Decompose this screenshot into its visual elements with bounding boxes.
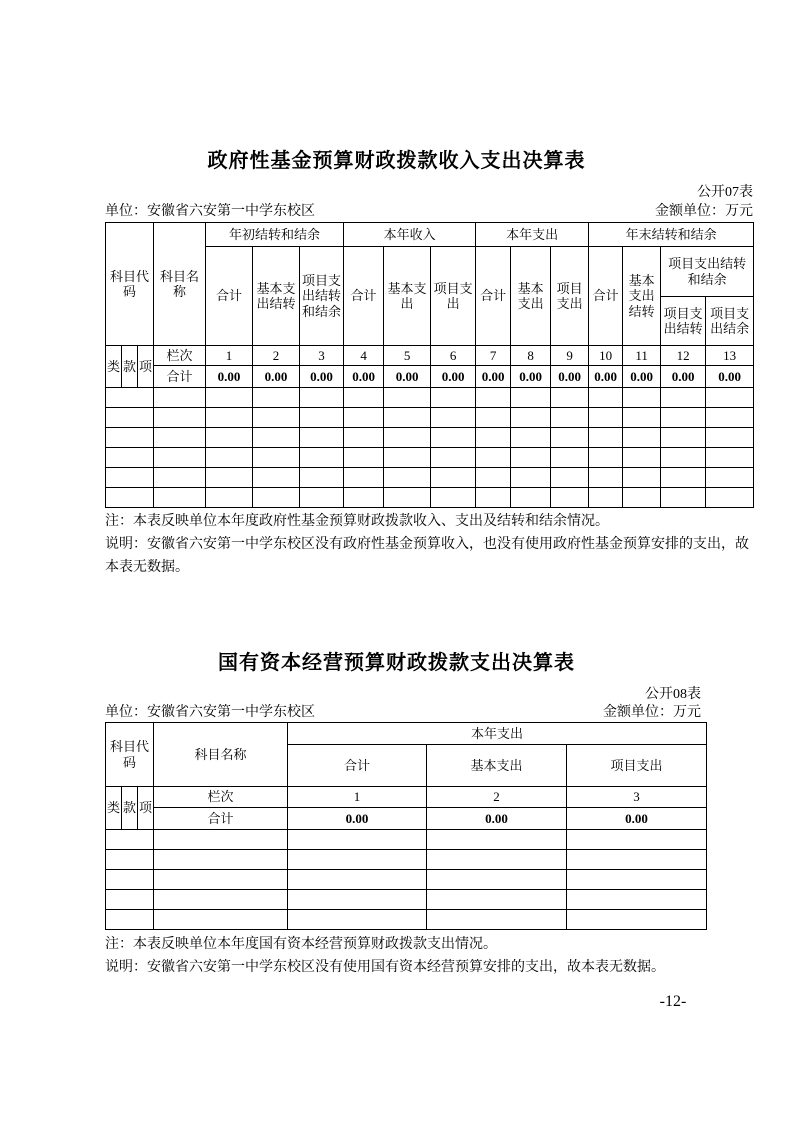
empty-cell <box>476 448 511 468</box>
capital-table-title: 国有资本经营预算财政拨款支出决算表 <box>218 652 575 674</box>
header-cell: 科目名称 <box>154 223 206 346</box>
value-cell: 0.00 <box>344 366 384 388</box>
empty-row <box>106 428 754 448</box>
empty-cell <box>106 850 154 870</box>
empty-cell <box>253 468 300 488</box>
value-cell: 0.00 <box>589 366 623 388</box>
table-row <box>106 223 754 247</box>
value-cell: 0.00 <box>511 366 551 388</box>
empty-cell <box>344 428 384 448</box>
empty-cell <box>253 488 300 508</box>
fund-table-title: 政府性基金预算财政拨款收入支出决算表 <box>207 150 586 172</box>
empty-cell <box>551 408 589 428</box>
empty-cell <box>551 488 589 508</box>
empty-cell <box>511 468 551 488</box>
value-cell: 0.00 <box>567 808 707 830</box>
empty-cell <box>206 448 253 468</box>
column-number-row <box>106 346 754 366</box>
empty-cell <box>154 448 206 468</box>
empty-cell <box>154 428 206 448</box>
empty-cell <box>288 870 427 890</box>
empty-row <box>106 448 754 468</box>
empty-cell <box>567 830 707 850</box>
empty-cell <box>427 890 567 910</box>
empty-cell <box>567 910 707 930</box>
column-number: 3 <box>300 346 344 366</box>
capital-notes <box>105 933 760 979</box>
total-row <box>106 366 754 388</box>
empty-row <box>106 468 754 488</box>
header-cell: 合计 <box>344 247 384 346</box>
empty-row <box>106 488 754 508</box>
empty-cell <box>300 488 344 508</box>
capital-amount-unit: 金额单位：万元 <box>603 705 701 720</box>
value-cell: 0.00 <box>623 366 661 388</box>
fund-budget-table <box>105 222 754 508</box>
empty-cell <box>384 428 431 448</box>
empty-cell <box>706 408 754 428</box>
empty-cell <box>661 488 706 508</box>
empty-cell <box>661 428 706 448</box>
column-number: 11 <box>623 346 661 366</box>
empty-cell <box>589 408 623 428</box>
empty-cell <box>106 830 154 850</box>
empty-cell <box>106 890 154 910</box>
empty-cell <box>551 468 589 488</box>
empty-cell <box>384 408 431 428</box>
value-cell: 0.00 <box>551 366 589 388</box>
value-cell: 0.00 <box>288 808 427 830</box>
empty-cell <box>706 468 754 488</box>
empty-cell <box>154 388 206 408</box>
empty-cell <box>427 830 567 850</box>
empty-cell <box>551 388 589 408</box>
total-label: 合计 <box>154 366 206 388</box>
empty-cell <box>206 488 253 508</box>
empty-row <box>106 870 707 890</box>
value-cell: 0.00 <box>706 366 754 388</box>
column-number: 4 <box>344 346 384 366</box>
empty-cell <box>154 910 288 930</box>
empty-cell <box>476 468 511 488</box>
header-cell: 年末结转和结余 <box>589 223 754 247</box>
capital-unit-name: 单位：安徽省六安第一中学东校区 <box>105 705 315 720</box>
empty-cell <box>431 468 476 488</box>
column-number: 8 <box>511 346 551 366</box>
value-cell: 0.00 <box>661 366 706 388</box>
empty-cell <box>288 910 427 930</box>
empty-cell <box>344 448 384 468</box>
empty-row <box>106 850 707 870</box>
header-cell: 本年支出 <box>288 723 707 745</box>
table-row <box>106 723 707 745</box>
value-cell: 0.00 <box>300 366 344 388</box>
empty-cell <box>431 428 476 448</box>
empty-cell <box>623 408 661 428</box>
empty-cell <box>288 830 427 850</box>
column-number: 12 <box>661 346 706 366</box>
empty-cell <box>106 468 154 488</box>
empty-cell <box>476 408 511 428</box>
column-number: 2 <box>427 787 567 808</box>
capital-form-number: 公开08表 <box>645 687 701 702</box>
fund-remark: 说明：安徽省六安第一中学东校区没有政府性基金预算收入，也没有使用政府性基金预算安排的支出，故本表无数据。 <box>105 537 749 575</box>
column-number: 1 <box>206 346 253 366</box>
empty-cell <box>589 388 623 408</box>
empty-cell <box>706 448 754 468</box>
fund-unit-name: 单位：安徽省六安第一中学东校区 <box>105 204 315 219</box>
empty-cell <box>106 408 154 428</box>
empty-cell <box>427 910 567 930</box>
empty-cell <box>431 448 476 468</box>
empty-cell <box>344 468 384 488</box>
empty-cell <box>427 850 567 870</box>
empty-cell <box>476 388 511 408</box>
empty-cell <box>427 870 567 890</box>
header-cell: 合计 <box>476 247 511 346</box>
total-row <box>106 808 707 830</box>
header-cell: 项目支出结转和结余 <box>300 247 344 346</box>
empty-cell <box>344 388 384 408</box>
empty-cell <box>551 428 589 448</box>
empty-cell <box>384 468 431 488</box>
empty-cell <box>551 448 589 468</box>
empty-cell <box>431 408 476 428</box>
header-cell: 项目支出 <box>567 745 707 787</box>
header-cell: 项目支出结余 <box>706 297 754 346</box>
empty-cell <box>384 448 431 468</box>
fund-unit-line <box>105 203 753 220</box>
header-cell: 基本支出结转 <box>253 247 300 346</box>
column-number: 9 <box>551 346 589 366</box>
empty-cell <box>106 448 154 468</box>
empty-cell <box>589 488 623 508</box>
header-cell: 合计 <box>288 745 427 787</box>
empty-cell <box>300 428 344 448</box>
empty-cell <box>567 890 707 910</box>
empty-cell <box>154 870 288 890</box>
empty-cell <box>661 408 706 428</box>
value-cell: 0.00 <box>206 366 253 388</box>
header-cell: 合计 <box>206 247 253 346</box>
page-number: -12- <box>659 993 687 1010</box>
header-cell: 科目名称 <box>154 723 288 787</box>
empty-cell <box>288 890 427 910</box>
value-cell: 0.00 <box>253 366 300 388</box>
empty-cell <box>661 388 706 408</box>
empty-cell <box>589 428 623 448</box>
empty-cell <box>511 428 551 448</box>
code-part-cell: 款 <box>122 346 138 388</box>
empty-cell <box>661 468 706 488</box>
lanci-label: 栏次 <box>154 787 288 808</box>
empty-cell <box>344 488 384 508</box>
column-number: 2 <box>253 346 300 366</box>
capital-unit-line <box>105 704 701 721</box>
empty-cell <box>154 890 288 910</box>
header-cell: 本年支出 <box>476 223 589 247</box>
empty-cell <box>567 870 707 890</box>
column-number: 10 <box>589 346 623 366</box>
empty-cell <box>154 850 288 870</box>
header-cell: 基本支出结转 <box>623 247 661 346</box>
empty-cell <box>206 468 253 488</box>
empty-row <box>106 408 754 428</box>
empty-cell <box>106 910 154 930</box>
empty-cell <box>154 408 206 428</box>
empty-cell <box>154 488 206 508</box>
value-cell: 0.00 <box>427 808 567 830</box>
value-cell: 0.00 <box>384 366 431 388</box>
code-part-cell: 类 <box>106 346 122 388</box>
header-cell: 基本支出 <box>511 247 551 346</box>
empty-cell <box>511 388 551 408</box>
empty-cell <box>431 388 476 408</box>
state-capital-table <box>105 722 707 930</box>
header-cell: 项目支出结转和结余 <box>661 247 754 297</box>
capital-remark: 说明：安徽省六安第一中学东校区没有使用国有资本经营预算安排的支出，故本表无数据。 <box>105 960 665 975</box>
empty-cell <box>511 488 551 508</box>
empty-cell <box>106 488 154 508</box>
empty-cell <box>706 488 754 508</box>
header-cell: 项目支出 <box>431 247 476 346</box>
empty-cell <box>567 850 707 870</box>
empty-row <box>106 830 707 850</box>
header-cell: 本年收入 <box>344 223 476 247</box>
header-cell: 项目支出 <box>551 247 589 346</box>
code-part-cell: 款 <box>122 787 138 830</box>
header-cell: 科目代码 <box>106 223 154 346</box>
header-cell: 合计 <box>589 247 623 346</box>
lanci-label: 栏次 <box>154 346 206 366</box>
empty-cell <box>154 468 206 488</box>
header-cell: 年初结转和结余 <box>206 223 344 247</box>
empty-cell <box>623 448 661 468</box>
empty-cell <box>589 448 623 468</box>
code-part-cell: 项 <box>138 787 154 830</box>
column-number: 6 <box>431 346 476 366</box>
empty-row <box>106 890 707 910</box>
fund-notes <box>105 510 760 579</box>
empty-cell <box>476 428 511 448</box>
column-number: 13 <box>706 346 754 366</box>
empty-cell <box>706 388 754 408</box>
empty-cell <box>300 468 344 488</box>
fund-amount-unit: 金额单位：万元 <box>655 204 753 219</box>
value-cell: 0.00 <box>476 366 511 388</box>
empty-cell <box>206 428 253 448</box>
empty-cell <box>300 388 344 408</box>
empty-cell <box>623 488 661 508</box>
empty-cell <box>384 488 431 508</box>
empty-cell <box>300 408 344 428</box>
column-number: 5 <box>384 346 431 366</box>
empty-cell <box>206 388 253 408</box>
empty-cell <box>154 830 288 850</box>
column-number: 1 <box>288 787 427 808</box>
code-part-cell: 类 <box>106 787 122 830</box>
empty-cell <box>623 388 661 408</box>
empty-cell <box>253 428 300 448</box>
empty-cell <box>623 468 661 488</box>
total-label: 合计 <box>154 808 288 830</box>
header-cell: 基本支出 <box>384 247 431 346</box>
column-number: 3 <box>567 787 707 808</box>
empty-cell <box>511 408 551 428</box>
empty-cell <box>661 448 706 468</box>
empty-cell <box>384 388 431 408</box>
empty-cell <box>206 408 253 428</box>
empty-cell <box>589 468 623 488</box>
empty-cell <box>106 870 154 890</box>
header-cell: 基本支出 <box>427 745 567 787</box>
fund-note: 注：本表反映单位本年度政府性基金预算财政拨款收入、支出及结转和结余情况。 <box>105 514 609 529</box>
empty-row <box>106 910 707 930</box>
capital-note: 注：本表反映单位本年度国有资本经营预算财政拨款支出情况。 <box>105 937 497 952</box>
header-cell: 项目支出结转 <box>661 297 706 346</box>
empty-cell <box>253 448 300 468</box>
empty-cell <box>288 850 427 870</box>
empty-cell <box>476 488 511 508</box>
empty-cell <box>706 428 754 448</box>
empty-cell <box>300 448 344 468</box>
empty-cell <box>106 428 154 448</box>
header-cell: 科目代码 <box>106 723 154 787</box>
fund-form-number: 公开07表 <box>697 185 753 200</box>
value-cell: 0.00 <box>431 366 476 388</box>
empty-cell <box>253 388 300 408</box>
empty-cell <box>431 488 476 508</box>
empty-cell <box>511 448 551 468</box>
code-part-cell: 项 <box>138 346 154 388</box>
empty-cell <box>344 408 384 428</box>
empty-cell <box>253 408 300 428</box>
column-number-row <box>106 787 707 808</box>
empty-row <box>106 388 754 408</box>
empty-cell <box>106 388 154 408</box>
empty-cell <box>623 428 661 448</box>
column-number: 7 <box>476 346 511 366</box>
